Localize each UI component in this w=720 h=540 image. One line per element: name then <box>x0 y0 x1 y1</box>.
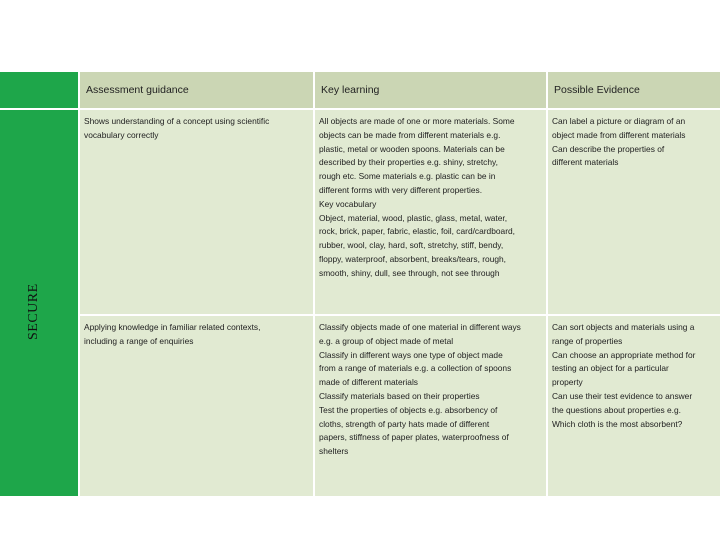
row1-assessment-cell <box>80 110 313 314</box>
text-line: plastic, metal or wooden spoons. Materials can be <box>319 143 505 154</box>
text-line: Can describe the properties of <box>552 143 665 154</box>
text-line: rubber, wool, clay, hard, soft, stretchy, stiff, bendy, <box>319 240 504 251</box>
row1-key-learning-cell <box>315 110 546 314</box>
text-line: cloths, strength of party hats made of different <box>319 418 490 429</box>
text-line: described by their properties e.g. shiny, stretchy, <box>319 157 498 168</box>
text-line: Classify objects made of one material in different ways <box>319 322 521 332</box>
header-key-learning: Key learning <box>315 72 546 108</box>
row1-evidence-cell <box>548 110 720 314</box>
text-line: including a range of enquiries <box>84 335 194 346</box>
text-line: Can label a picture or diagram of an <box>552 116 686 126</box>
row2-evidence-cell <box>548 316 720 496</box>
text-line: vocabulary correctly <box>84 129 159 140</box>
band-header-cell <box>0 72 78 108</box>
text-line: different forms with very different properties. <box>319 184 483 195</box>
text-line: different materials <box>552 157 619 168</box>
text-line: Can use their test evidence to answer <box>552 390 693 401</box>
text-line: made of different materials <box>319 377 418 388</box>
text-line: Which cloth is the most absorbent? <box>552 418 683 429</box>
row2-assessment-cell <box>80 316 313 496</box>
text-line: Object, material, wood, plastic, glass, metal, water, <box>319 212 508 223</box>
text-line: Classify in different ways one type of object made <box>319 349 503 360</box>
text-line: objects can be made from different materials e.g. <box>319 129 501 140</box>
text-line: Test the properties of objects e.g. absorbency of <box>319 404 498 415</box>
text-line: property <box>552 377 583 388</box>
text-line: Can choose an appropriate method for <box>552 349 696 360</box>
text-line: rough etc. Some materials e.g. plastic can be in <box>319 171 496 182</box>
text-line: Shows understanding of a concept using scientific <box>84 116 270 126</box>
text-line: from a range of materials e.g. a collection of spoons <box>319 363 512 374</box>
text-line: object made from different materials <box>552 129 686 140</box>
text-line: Key vocabulary <box>319 198 377 209</box>
text-line: papers, stiffness of paper plates, waterproofness of <box>319 432 509 443</box>
text-line: testing an object for a particular <box>552 363 669 374</box>
text-line: the questions about properties e.g. <box>552 404 681 415</box>
text-line: Can sort objects and materials using a <box>552 322 695 332</box>
header-possible-evidence: Possible Evidence <box>548 72 720 108</box>
row2-key-learning-cell <box>315 316 546 496</box>
text-line: rock, brick, paper, fabric, elastic, foil, card/cardboard, <box>319 226 515 237</box>
text-line: All objects are made of one or more materials. Some <box>319 116 515 126</box>
text-line: Applying knowledge in familiar related contexts, <box>84 322 261 332</box>
text-line: smooth, shiny, dull, see through, not see through <box>319 267 500 278</box>
text-line: e.g. a group of object made of metal <box>319 335 454 346</box>
text-line: floppy, waterproof, absorbent, breaks/tears, rough, <box>319 253 506 264</box>
text-line: Classify materials based on their properties <box>319 390 480 401</box>
text-line: range of properties <box>552 335 623 346</box>
text-line: shelters <box>319 446 349 457</box>
header-assessment-guidance: Assessment guidance <box>80 72 313 108</box>
secure-label: SECURE <box>26 283 41 340</box>
